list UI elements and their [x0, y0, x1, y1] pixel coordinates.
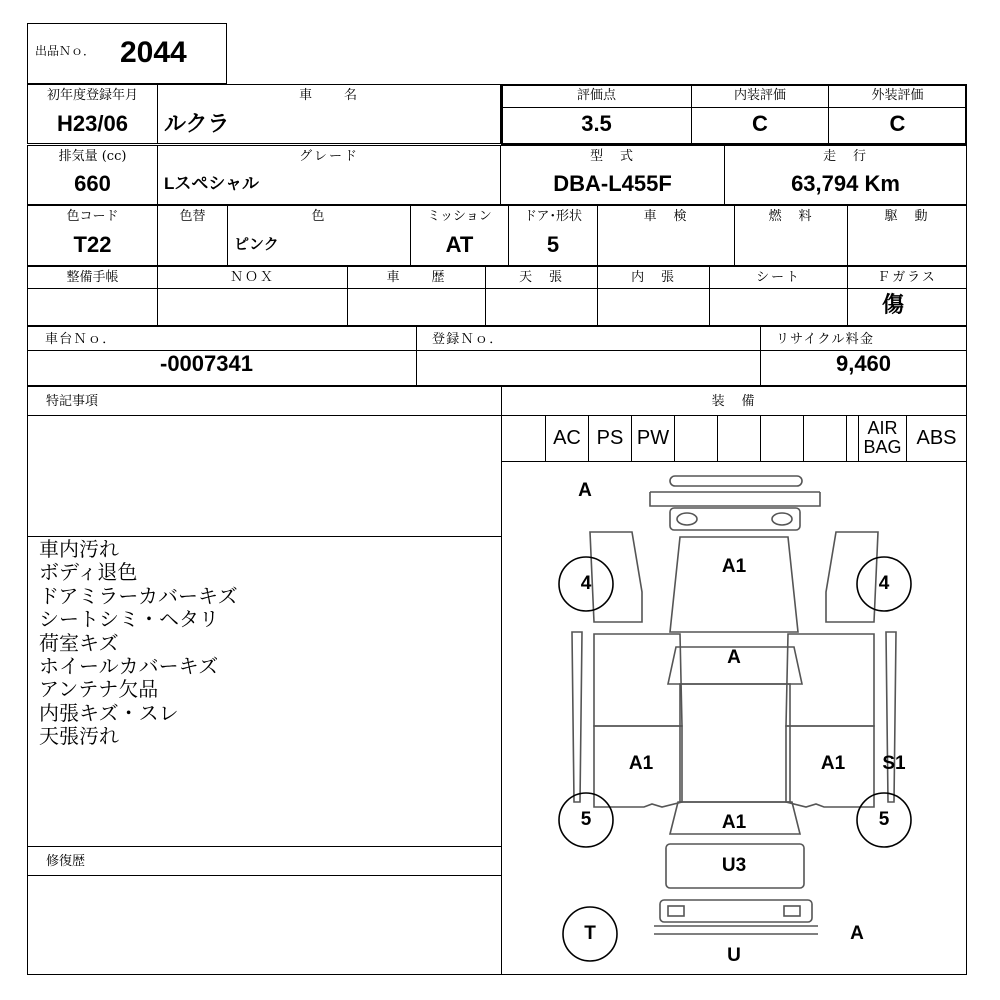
- equipment-ac: AC: [553, 427, 581, 449]
- diagram-mark-windshield: A: [727, 647, 741, 668]
- drive-label: 駆 動: [884, 209, 930, 224]
- lot-number: 2044: [120, 36, 187, 69]
- divider: [717, 416, 718, 461]
- mileage-label: 走 行: [823, 149, 868, 164]
- nox-label: ＮＯＸ: [230, 270, 275, 285]
- divider: [674, 416, 675, 461]
- interior-value: C: [752, 111, 768, 136]
- repair-history-label: 修復歴: [46, 854, 86, 869]
- note-line: ドアミラーカバーキズ: [39, 583, 238, 608]
- recycle-label: リサイクル料金: [776, 332, 875, 347]
- divider: [27, 415, 502, 416]
- exterior-label: 外装評価: [871, 88, 924, 103]
- divider: [27, 875, 502, 876]
- lot-number-label: 出品Ｎｏ．: [35, 44, 96, 58]
- note-line: 内張キズ・スレ: [39, 700, 179, 725]
- equipment-pw: PW: [636, 427, 670, 449]
- diagram-mark-right-rear-wheel: 5: [878, 809, 890, 830]
- car-name-value: ルクラ: [164, 111, 230, 136]
- diagram-mark-rear-window: A1: [721, 812, 747, 833]
- note-line: アンテナ欠品: [39, 677, 159, 702]
- exterior-value: C: [889, 111, 906, 136]
- color-code-label: 色コード: [66, 209, 119, 224]
- chassis-label: 車台Ｎｏ．: [45, 332, 117, 347]
- color-value: ピンク: [234, 236, 279, 253]
- interior-trim-label: 内 張: [631, 270, 676, 285]
- grille-shape: [670, 508, 800, 530]
- color-label: 色: [311, 209, 327, 224]
- divider: [27, 288, 967, 289]
- transmission-label: ミッション: [427, 209, 492, 224]
- car-diagram: [502, 462, 966, 974]
- notes-label: 特記事項: [46, 394, 99, 409]
- maintenance-label: 整備手帳: [66, 270, 119, 285]
- front-bumper-shape: [670, 476, 802, 486]
- equipment-ps: PS: [596, 427, 624, 449]
- interior-label: 内装評価: [733, 88, 786, 103]
- left-headlight-shape: [677, 513, 697, 525]
- diagram-mark-right-rear-door: A1: [820, 753, 846, 774]
- fglass-value: 傷: [881, 292, 904, 318]
- first-reg-value: H23/06: [57, 111, 128, 136]
- history-label: 車 歴: [386, 270, 447, 285]
- divider: [846, 416, 847, 461]
- note-line: ボディ退色: [39, 560, 138, 585]
- equipment-label: 装 備: [711, 394, 757, 409]
- displacement-label: 排気量 (cc): [58, 149, 127, 164]
- roof-shape: [680, 684, 790, 802]
- divider: [760, 416, 761, 461]
- right-headlight-shape: [772, 513, 792, 525]
- note-line: シートシミ・ヘタリ: [39, 607, 219, 632]
- divider: [27, 846, 502, 847]
- displacement-value: 660: [74, 171, 111, 196]
- equipment-abs: ABS: [916, 427, 957, 449]
- mileage-value: 63,794 Km: [791, 171, 900, 196]
- transmission-value: AT: [445, 232, 474, 257]
- rear-bumper-shape: [660, 900, 812, 922]
- equipment-airbag-line-2: BAG: [863, 437, 902, 457]
- first-reg-label: 初年度登録年月: [46, 88, 138, 103]
- note-line: ホイールカバーキズ: [39, 654, 219, 679]
- diagram-mark-left-rear-wheel: 5: [580, 809, 592, 830]
- grade-value: Lスペシャル: [164, 174, 260, 193]
- note-line: 車内汚れ: [39, 537, 119, 561]
- diagram-mark-front-bumper: A: [578, 480, 592, 501]
- left-taillight-shape: [668, 906, 684, 916]
- note-line: 荷室キズ: [39, 630, 119, 655]
- seat-label: シート: [756, 270, 801, 285]
- color-code-value: T22: [73, 232, 112, 257]
- diagram-mark-rear-right: A: [850, 923, 864, 944]
- rear-bumper-lower-shape: [654, 926, 818, 934]
- notes-list: [39, 538, 238, 749]
- front-bumper-lower-shape: [650, 492, 820, 506]
- score-label: 評価点: [576, 88, 616, 103]
- equipment-airbag-line-1: AIR: [867, 418, 898, 438]
- divider: [803, 416, 804, 461]
- regno-label: 登録Ｎｏ．: [432, 332, 504, 347]
- diagram-mark-rear-bumper: U: [727, 945, 741, 966]
- sunroof-label: 天 張: [519, 270, 564, 285]
- doors-value: 5: [546, 232, 560, 257]
- diagram-mark-tailgate: U3: [721, 855, 747, 876]
- hood-shape: [670, 537, 798, 632]
- divider: [27, 350, 967, 351]
- chassis-value: -0007341: [160, 351, 253, 376]
- left-sill-shape: [572, 632, 582, 802]
- diagram-mark-right-sill: S1: [882, 753, 906, 774]
- right-taillight-shape: [784, 906, 800, 916]
- model-value: DBA-L455F: [553, 171, 672, 196]
- diagram-mark-left-front-wheel: 4: [580, 573, 592, 594]
- right-front-door-shape: [786, 634, 874, 726]
- fglass-label: Ｆガラス: [877, 270, 937, 285]
- grade-label: グレード: [299, 149, 359, 164]
- diagram-mark-left-rear-door: A1: [628, 753, 654, 774]
- score-value: 3.5: [581, 111, 612, 136]
- diagram-mark-spare-tire: T: [584, 923, 596, 944]
- recycle-value: 9,460: [835, 351, 892, 376]
- fuel-label: 燃 料: [768, 209, 814, 224]
- car-name-label: 車 名: [299, 88, 359, 103]
- diagram-mark-right-front-wheel: 4: [878, 573, 890, 594]
- model-label: 型 式: [590, 149, 635, 164]
- equipment-airbag: [859, 416, 906, 457]
- right-sill-shape: [886, 632, 896, 802]
- note-line: 天張汚れ: [39, 724, 119, 749]
- right-front-fender-shape: [826, 532, 878, 622]
- inspection-label: 車 検: [643, 209, 689, 224]
- diagram-mark-hood: A1: [721, 556, 747, 577]
- repaint-label: 色替: [179, 209, 206, 224]
- doors-label: ドア･形状: [523, 209, 583, 224]
